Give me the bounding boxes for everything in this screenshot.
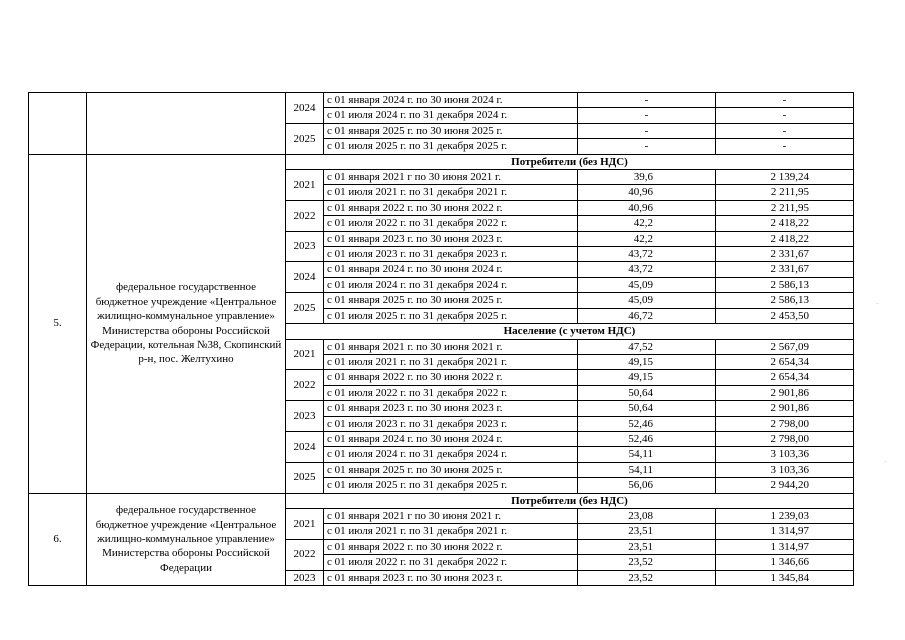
tariff-value-1: 52,46 bbox=[578, 416, 716, 431]
tariff-value-1: 23,51 bbox=[578, 539, 716, 554]
tariff-value-1: 40,96 bbox=[578, 200, 716, 215]
year-cell: 2022 bbox=[286, 539, 324, 570]
tariff-value-2: 1 239,03 bbox=[716, 508, 854, 523]
period-cell: с 01 января 2022 г. по 30 июня 2022 г. bbox=[324, 370, 578, 385]
period-cell: с 01 июля 2021 г. по 31 декабря 2021 г. bbox=[324, 185, 578, 200]
year-cell: 2024 bbox=[286, 431, 324, 462]
tariff-value-2: 2 453,50 bbox=[716, 308, 854, 323]
organization-name: федеральное государственное бюджетное учреждение «Центральное жилищно-коммунальное управление» Министерства обороны Российской Федерации, котельная №38, Скопинский р-н, пос. Желтухино bbox=[87, 154, 286, 493]
organization-name: федеральное государственное бюджетное учреждение «Центральное жилищно-коммунальное управление» Министерства обороны Российской Федерации bbox=[87, 493, 286, 585]
tariff-value-1: - bbox=[578, 123, 716, 138]
tariff-value-2: 2 654,34 bbox=[716, 354, 854, 369]
tariff-value-1: 23,52 bbox=[578, 555, 716, 570]
tariff-value-2: 1 345,84 bbox=[716, 570, 854, 585]
tariff-value-1: 56,06 bbox=[578, 478, 716, 493]
tariff-value-2: 2 567,09 bbox=[716, 339, 854, 354]
tariff-value-1: 49,15 bbox=[578, 354, 716, 369]
year-cell: 2021 bbox=[286, 508, 324, 539]
tariff-value-2: 2 139,24 bbox=[716, 170, 854, 185]
tariff-value-2: 2 331,67 bbox=[716, 247, 854, 262]
period-cell: с 01 июля 2021 г. по 31 декабря 2021 г. bbox=[324, 354, 578, 369]
tariff-value-2: 2 211,95 bbox=[716, 185, 854, 200]
tariff-value-2: 2 211,95 bbox=[716, 200, 854, 215]
entry-number: 5. bbox=[29, 154, 87, 493]
tariff-value-1: 23,52 bbox=[578, 570, 716, 585]
period-cell: с 01 января 2022 г. по 30 июня 2022 г. bbox=[324, 539, 578, 554]
period-cell: с 01 июля 2022 г. по 31 декабря 2022 г. bbox=[324, 555, 578, 570]
period-cell: с 01 июля 2022 г. по 31 декабря 2022 г. bbox=[324, 216, 578, 231]
tariff-value-1: - bbox=[578, 108, 716, 123]
year-cell: 2023 bbox=[286, 570, 324, 585]
period-cell: с 01 января 2023 г. по 30 июня 2023 г. bbox=[324, 401, 578, 416]
period-cell: с 01 января 2021 г по 30 июня 2021 г. bbox=[324, 508, 578, 523]
tariff-value-1: 43,72 bbox=[578, 247, 716, 262]
organization-cell bbox=[87, 93, 286, 155]
period-cell: с 01 января 2022 г. по 30 июня 2022 г. bbox=[324, 200, 578, 215]
tariff-value-1: 50,64 bbox=[578, 385, 716, 400]
period-cell: с 01 июля 2024 г. по 31 декабря 2024 г. bbox=[324, 108, 578, 123]
scan-mark: · bbox=[884, 458, 887, 466]
group-header-row bbox=[29, 493, 854, 508]
tariff-value-2: 2 331,67 bbox=[716, 262, 854, 277]
group-title: Потребители (без НДС) bbox=[286, 493, 854, 508]
tariff-value-1: 45,09 bbox=[578, 277, 716, 292]
period-cell: с 01 января 2025 г. по 30 июня 2025 г. bbox=[324, 293, 578, 308]
tariff-value-2: 2 798,00 bbox=[716, 431, 854, 446]
period-cell: с 01 июля 2024 г. по 31 декабря 2024 г. bbox=[324, 447, 578, 462]
tariff-value-2: 1 314,97 bbox=[716, 539, 854, 554]
tariff-value-1: 43,72 bbox=[578, 262, 716, 277]
tariff-value-1: 42,2 bbox=[578, 231, 716, 246]
period-cell: с 01 июля 2022 г. по 31 декабря 2022 г. bbox=[324, 385, 578, 400]
year-cell: 2024 bbox=[286, 93, 324, 124]
tariff-table-body bbox=[29, 93, 854, 586]
year-cell: 2022 bbox=[286, 200, 324, 231]
period-cell: с 01 января 2021 г по 30 июня 2021 г. bbox=[324, 170, 578, 185]
period-cell: с 01 января 2025 г. по 30 июня 2025 г. bbox=[324, 462, 578, 477]
period-cell: с 01 июля 2023 г. по 31 декабря 2023 г. bbox=[324, 247, 578, 262]
tariff-table bbox=[28, 92, 854, 586]
period-cell: с 01 января 2024 г. по 30 июня 2024 г. bbox=[324, 431, 578, 446]
period-cell: с 01 июля 2025 г. по 31 декабря 2025 г. bbox=[324, 478, 578, 493]
period-cell: с 01 июля 2021 г. по 31 декабря 2021 г. bbox=[324, 524, 578, 539]
period-cell: с 01 января 2023 г. по 30 июня 2023 г. bbox=[324, 231, 578, 246]
tariff-value-2: 2 418,22 bbox=[716, 231, 854, 246]
year-cell: 2021 bbox=[286, 339, 324, 370]
year-cell: 2021 bbox=[286, 170, 324, 201]
tariff-value-2: 2 901,86 bbox=[716, 385, 854, 400]
year-cell: 2023 bbox=[286, 401, 324, 432]
period-cell: с 01 июля 2024 г. по 31 декабря 2024 г. bbox=[324, 277, 578, 292]
period-cell: с 01 января 2024 г. по 30 июня 2024 г. bbox=[324, 262, 578, 277]
tariff-value-2: 2 798,00 bbox=[716, 416, 854, 431]
year-cell: 2022 bbox=[286, 370, 324, 401]
tariff-value-1: 39,6 bbox=[578, 170, 716, 185]
tariff-value-1: 47,52 bbox=[578, 339, 716, 354]
tariff-value-2: - bbox=[716, 139, 854, 154]
group-title: Население (с учетом НДС) bbox=[286, 324, 854, 339]
tariff-value-2: 2 586,13 bbox=[716, 293, 854, 308]
period-cell: с 01 июля 2025 г. по 31 декабря 2025 г. bbox=[324, 139, 578, 154]
tariff-value-2: 1 314,97 bbox=[716, 524, 854, 539]
tariff-value-1: 42,2 bbox=[578, 216, 716, 231]
tariff-value-2: 2 944,20 bbox=[716, 478, 854, 493]
year-cell: 2025 bbox=[286, 123, 324, 154]
year-cell: 2023 bbox=[286, 231, 324, 262]
period-cell: с 01 июля 2025 г. по 31 декабря 2025 г. bbox=[324, 308, 578, 323]
period-cell: с 01 января 2025 г. по 30 июня 2025 г. bbox=[324, 123, 578, 138]
tariff-value-2: 2 586,13 bbox=[716, 277, 854, 292]
tariff-value-2: - bbox=[716, 108, 854, 123]
tariff-value-2: 1 346,66 bbox=[716, 555, 854, 570]
period-cell: с 01 января 2023 г. по 30 июня 2023 г. bbox=[324, 570, 578, 585]
tariff-value-1: 50,64 bbox=[578, 401, 716, 416]
entry-number-cell bbox=[29, 93, 87, 155]
period-cell: с 01 января 2021 г. по 30 июня 2021 г. bbox=[324, 339, 578, 354]
tariff-value-1: 49,15 bbox=[578, 370, 716, 385]
period-cell: с 01 января 2024 г. по 30 июня 2024 г. bbox=[324, 93, 578, 108]
table-row bbox=[29, 93, 854, 108]
entry-number: 6. bbox=[29, 493, 87, 585]
tariff-value-1: 23,51 bbox=[578, 524, 716, 539]
tariff-value-1: 45,09 bbox=[578, 293, 716, 308]
tariff-value-2: 3 103,36 bbox=[716, 462, 854, 477]
tariff-value-1: - bbox=[578, 139, 716, 154]
tariff-value-2: - bbox=[716, 123, 854, 138]
tariff-value-2: 3 103,36 bbox=[716, 447, 854, 462]
tariff-value-2: 2 654,34 bbox=[716, 370, 854, 385]
group-title: Потребители (без НДС) bbox=[286, 154, 854, 169]
tariff-value-2: 2 901,86 bbox=[716, 401, 854, 416]
year-cell: 2025 bbox=[286, 293, 324, 324]
tariff-value-1: - bbox=[578, 93, 716, 108]
year-cell: 2024 bbox=[286, 262, 324, 293]
period-cell: с 01 июля 2023 г. по 31 декабря 2023 г. bbox=[324, 416, 578, 431]
group-header-row bbox=[29, 154, 854, 169]
tariff-value-1: 46,72 bbox=[578, 308, 716, 323]
tariff-value-2: - bbox=[716, 93, 854, 108]
year-cell: 2025 bbox=[286, 462, 324, 493]
tariff-value-2: 2 418,22 bbox=[716, 216, 854, 231]
tariff-value-1: 54,11 bbox=[578, 447, 716, 462]
tariff-value-1: 52,46 bbox=[578, 431, 716, 446]
tariff-value-1: 23,08 bbox=[578, 508, 716, 523]
scan-mark: · bbox=[876, 300, 879, 308]
tariff-value-1: 54,11 bbox=[578, 462, 716, 477]
tariff-value-1: 40,96 bbox=[578, 185, 716, 200]
